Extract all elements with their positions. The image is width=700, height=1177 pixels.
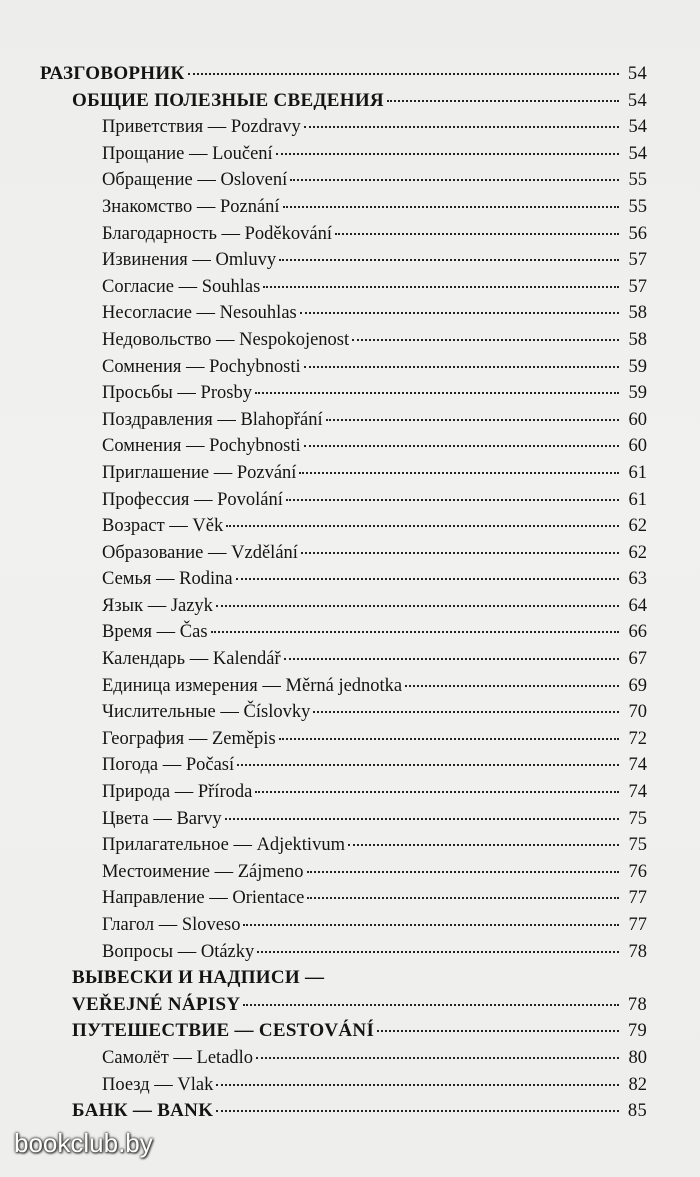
toc-entry-page-number: 62 bbox=[628, 542, 647, 563]
toc-entry-page-number: 60 bbox=[628, 436, 647, 457]
toc-entry bbox=[40, 912, 647, 939]
toc-entry-title: Календарь — Kalendář bbox=[102, 649, 281, 670]
toc-entry-page-number: 63 bbox=[628, 569, 647, 590]
toc-entry bbox=[40, 885, 647, 912]
dot-leader bbox=[307, 871, 619, 873]
toc-entry bbox=[40, 1045, 647, 1072]
toc-entry-title: Семья — Rodina bbox=[102, 569, 233, 590]
toc-entry-title: Цвета — Barvy bbox=[102, 808, 222, 829]
dot-leader bbox=[348, 844, 619, 846]
toc-entry-page-number: 77 bbox=[628, 915, 647, 935]
toc-entry bbox=[40, 699, 647, 726]
toc-entry-title: Поезд — Vlak bbox=[102, 1074, 214, 1095]
toc-entry-title: VEŘEJNÉ NÁPISY bbox=[72, 993, 241, 1015]
toc-entry-page-number: 56 bbox=[628, 223, 647, 244]
toc-entry bbox=[40, 646, 647, 673]
toc-entry bbox=[40, 300, 647, 327]
dot-leader bbox=[299, 472, 619, 474]
toc-entry bbox=[40, 726, 647, 753]
dot-leader bbox=[335, 233, 619, 235]
toc-entry-title: Просьбы — Prosby bbox=[102, 383, 252, 404]
toc-entry-page-number: 55 bbox=[628, 196, 647, 217]
toc-entry-title: География — Zeměpis bbox=[102, 728, 276, 749]
toc-entry bbox=[40, 194, 647, 221]
toc-entry-title: Время — Čas bbox=[102, 622, 208, 643]
toc-entry bbox=[40, 487, 647, 514]
toc-entry-title: Прилагательное — Adjektivum bbox=[102, 835, 345, 856]
dot-leader bbox=[226, 525, 619, 527]
toc-entry-title: Приглашение — Pozvání bbox=[102, 462, 297, 483]
toc-entry-page-number: 58 bbox=[628, 303, 647, 324]
toc-entry-title: Возраст — Věk bbox=[102, 516, 224, 537]
toc-entry-page-number: 69 bbox=[628, 675, 647, 696]
dot-leader bbox=[216, 1110, 619, 1112]
toc-entry-page-number: 59 bbox=[628, 383, 647, 404]
toc-entry-page-number: 85 bbox=[627, 1101, 647, 1122]
toc-entry-title: Природа — Příroda bbox=[102, 782, 253, 803]
toc-entry bbox=[40, 247, 647, 274]
dot-leader bbox=[211, 631, 619, 633]
dot-leader bbox=[387, 100, 619, 102]
toc-entry-title: Местоимение — Zájmeno bbox=[102, 861, 304, 882]
toc-entry bbox=[40, 460, 647, 487]
toc-entry bbox=[40, 832, 647, 859]
toc-entry bbox=[40, 327, 647, 354]
dot-leader bbox=[377, 1030, 619, 1032]
toc-entry bbox=[40, 141, 647, 168]
dot-leader bbox=[216, 1084, 619, 1086]
toc-entry-page-number: 55 bbox=[628, 170, 647, 191]
dot-leader bbox=[290, 179, 619, 181]
toc-entry-page-number: 74 bbox=[628, 782, 647, 803]
toc-entry-page-number: 54 bbox=[627, 64, 647, 84]
toc-entry bbox=[40, 752, 647, 779]
toc-entry bbox=[40, 380, 647, 407]
toc-entry bbox=[40, 1072, 647, 1099]
dot-leader bbox=[237, 764, 619, 766]
dot-leader bbox=[188, 73, 619, 75]
toc-entry bbox=[40, 513, 647, 540]
toc-entry-title: ПУТЕШЕСТВИЕ — CESTOVÁNÍ bbox=[72, 1020, 375, 1042]
toc-entry bbox=[40, 1018, 647, 1045]
toc-entry-page-number: 78 bbox=[627, 994, 647, 1015]
toc-entry bbox=[40, 221, 647, 248]
toc-entry-title: Единица измерения — Měrná jednotka bbox=[102, 675, 403, 696]
toc-entry bbox=[40, 779, 647, 806]
dot-leader bbox=[255, 392, 619, 394]
toc-entry-title: ВЫВЕСКИ И НАДПИСИ — bbox=[72, 967, 325, 989]
dot-leader bbox=[256, 1057, 619, 1059]
dot-leader bbox=[352, 339, 619, 341]
toc-entry bbox=[40, 274, 647, 301]
dot-leader bbox=[255, 791, 619, 793]
toc-entry-page-number: 77 bbox=[628, 888, 647, 909]
toc-entry-title: Погода — Počasí bbox=[102, 755, 235, 776]
dot-leader bbox=[304, 445, 619, 447]
dot-leader bbox=[304, 366, 619, 368]
toc-entry-page-number: 57 bbox=[628, 250, 647, 271]
toc-entry bbox=[40, 593, 647, 620]
toc-entry-title: Глагол — Sloveso bbox=[102, 915, 241, 935]
toc-entry-page-number: 75 bbox=[628, 808, 647, 829]
toc-entry-page-number: 80 bbox=[628, 1047, 647, 1068]
dot-leader bbox=[279, 259, 619, 261]
toc-entry-page-number: 54 bbox=[628, 117, 647, 138]
dot-leader bbox=[216, 605, 619, 607]
toc-entry bbox=[40, 1098, 647, 1125]
dot-leader bbox=[225, 818, 619, 820]
toc-entry-title: Благодарность — Poděkování bbox=[102, 223, 332, 244]
toc-entry-title: Извинения — Omluvy bbox=[102, 250, 277, 271]
toc-entry-page-number: 62 bbox=[628, 516, 647, 537]
toc-entry-page-number: 74 bbox=[628, 755, 647, 776]
toc-entry bbox=[40, 114, 647, 141]
toc-entry-page-number: 79 bbox=[627, 1021, 647, 1042]
dot-leader bbox=[304, 126, 619, 128]
toc-entry bbox=[40, 566, 647, 593]
toc-entry-title: РАЗГОВОРНИК bbox=[40, 63, 185, 84]
toc-entry bbox=[40, 859, 647, 886]
toc-entry-title: Язык — Jazyk bbox=[102, 595, 213, 616]
toc-entry bbox=[40, 992, 647, 1019]
toc-entry-title: Сомнения — Pochybnosti bbox=[102, 436, 301, 457]
dot-leader bbox=[279, 738, 619, 740]
dot-leader bbox=[326, 419, 619, 421]
toc-entry-title: Знакомство — Poznání bbox=[102, 196, 280, 217]
toc-entry-title: Вопросы — Otázky bbox=[102, 941, 255, 962]
dot-leader bbox=[243, 924, 619, 926]
toc-entry bbox=[40, 88, 647, 115]
toc-entry-title: Прощание — Loučení bbox=[102, 143, 273, 164]
toc-entry bbox=[40, 407, 647, 434]
toc-entry-title: Числительные — Číslovky bbox=[102, 702, 311, 723]
toc-entry-title: Поздравления — Blahopřání bbox=[102, 409, 323, 430]
toc-entry-title: Приветствия — Pozdravy bbox=[102, 117, 301, 138]
toc-entry-page-number: 72 bbox=[628, 728, 647, 749]
toc-entry-page-number: 70 bbox=[628, 702, 647, 723]
dot-leader bbox=[236, 578, 619, 580]
toc-entry-page-number: 54 bbox=[627, 90, 647, 111]
toc-entry-title: Недовольство — Nespokojenost bbox=[102, 329, 350, 350]
dot-leader bbox=[276, 153, 619, 155]
toc-entry bbox=[40, 939, 647, 966]
toc-entry-page-number: 67 bbox=[628, 649, 647, 670]
toc-entry bbox=[40, 354, 647, 381]
toc-entry-title: Сомнения — Pochybnosti bbox=[102, 356, 301, 377]
dot-leader bbox=[243, 1004, 619, 1006]
toc-entry-title: Обращение — Oslovení bbox=[102, 170, 288, 191]
table-of-contents bbox=[40, 61, 647, 1125]
watermark: bookclub.by bbox=[14, 1128, 153, 1158]
toc-entry-title: Профессия — Povolání bbox=[102, 489, 283, 510]
dot-leader bbox=[313, 711, 619, 713]
toc-entry-page-number: 54 bbox=[628, 143, 647, 164]
toc-entry-title: Самолёт — Letadlo bbox=[102, 1047, 254, 1068]
toc-entry-page-number: 75 bbox=[628, 835, 647, 856]
dot-leader bbox=[284, 658, 619, 660]
toc-entry bbox=[40, 806, 647, 833]
dot-leader bbox=[286, 499, 619, 501]
toc-entry-page-number: 78 bbox=[628, 941, 647, 962]
toc-entry-page-number: 61 bbox=[628, 462, 647, 483]
toc-entry-page-number: 61 bbox=[628, 489, 647, 510]
dot-leader bbox=[307, 897, 619, 899]
toc-entry bbox=[40, 673, 647, 700]
toc-entry-title: БАНК — BANK bbox=[72, 1100, 214, 1122]
toc-entry-title: ОБЩИЕ ПОЛЕЗНЫЕ СВЕДЕНИЯ bbox=[72, 89, 384, 111]
toc-entry-page-number: 82 bbox=[628, 1074, 647, 1095]
toc-entry-title: Направление — Orientace bbox=[102, 888, 305, 909]
toc-entry-page-number: 64 bbox=[628, 595, 647, 616]
dot-leader bbox=[405, 685, 619, 687]
toc-entry-title: Согласие — Souhlas bbox=[102, 276, 261, 297]
toc-entry bbox=[40, 619, 647, 646]
toc-entry-page-number: 58 bbox=[628, 329, 647, 350]
dot-leader bbox=[300, 312, 619, 314]
toc-entry-title: Образование — Vzdělání bbox=[102, 542, 298, 563]
toc-entry bbox=[40, 965, 647, 992]
toc-entry bbox=[40, 433, 647, 460]
toc-entry bbox=[40, 61, 647, 88]
toc-entry-page-number: 60 bbox=[628, 409, 647, 430]
toc-entry-page-number: 76 bbox=[628, 861, 647, 882]
toc-entry bbox=[40, 540, 647, 567]
dot-leader bbox=[301, 552, 619, 554]
dot-leader bbox=[263, 286, 619, 288]
toc-entry-page-number: 57 bbox=[628, 276, 647, 297]
toc-entry bbox=[40, 167, 647, 194]
toc-entry-title: Несогласие — Nesouhlas bbox=[102, 303, 297, 324]
dot-leader bbox=[283, 206, 619, 208]
toc-entry-page-number: 59 bbox=[628, 356, 647, 377]
dot-leader bbox=[257, 951, 619, 953]
toc-entry-page-number: 66 bbox=[628, 622, 647, 643]
